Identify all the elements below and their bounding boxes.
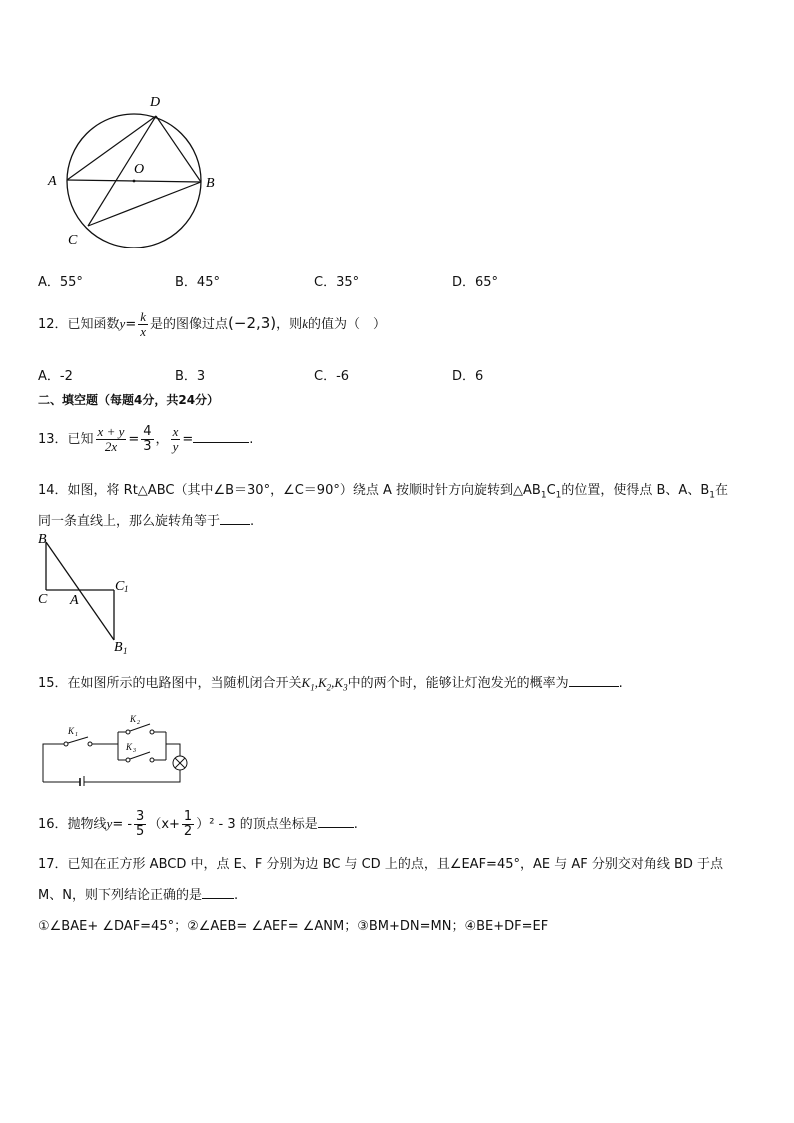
question-17-line-1: 17．已知在正方形 ABCD 中，点 E、F 分别为边 BC 与 CD 上的点，且∠EAF=45°，AE 与 AF 分别交对角线 BD 于点 [38, 857, 724, 872]
k3-label: K [126, 742, 133, 752]
q15-k3: K [334, 675, 344, 690]
q13-num3: x [172, 424, 179, 439]
q13-fraction-1 [96, 425, 127, 454]
k3-label-sub: 3 [133, 748, 136, 754]
q13-fraction-2 [141, 425, 153, 454]
question-16 [38, 806, 358, 843]
chord-dc [88, 116, 156, 226]
k1-label-sub: 1 [75, 732, 78, 738]
q16-den2: 2 [183, 824, 193, 839]
q16-prefix: 16．抛物线 [38, 817, 107, 832]
q15-answer-blank[interactable] [569, 674, 619, 687]
q14-line1d: 在 [714, 483, 728, 498]
q13-end: . [249, 432, 254, 447]
k3-terminal-right [150, 758, 154, 762]
k2-terminal-left [126, 730, 130, 734]
q15-k2-sub: 2 [326, 682, 332, 693]
wire-bottom-right [84, 770, 180, 782]
q14-line1a: 14．如图，将 Rt△ABC（其中∠B＝30°，∠C＝90°）绕点 A 按顺时针方向旋转到△AB [38, 483, 541, 498]
q16-mid: （x+ [148, 817, 180, 832]
q16-answer-blank[interactable] [318, 815, 354, 828]
q12-den: x [140, 324, 147, 339]
question-13 [38, 423, 253, 457]
q16-tail: ）² - 3 的顶点坐标是 [196, 817, 318, 832]
q12-option-a: A．-2 [38, 369, 73, 384]
wire-left [43, 744, 64, 782]
question-17-options: ①∠BAE+ ∠DAF=45°；②∠AEB= ∠AEF= ∠ANM；③BM+DN=MN；④BE+DF=EF [38, 919, 549, 934]
question-12 [38, 308, 386, 340]
chord-cb [88, 182, 201, 226]
tri-label-c: C [38, 592, 48, 607]
q12-option-b: B．3 [175, 369, 206, 384]
q14-sub2: 1 [555, 490, 562, 501]
k2-label-sub: 2 [137, 720, 140, 726]
k2-label: K [130, 714, 137, 724]
q16-num1: 3 [136, 809, 145, 824]
tri-label-b: B [38, 532, 47, 547]
q12-k: k [302, 316, 308, 331]
section-2-heading: 二、填空题（每题4分，共24分） [38, 393, 220, 407]
q15-k1: K [301, 675, 311, 690]
k1-label: K [68, 726, 75, 736]
q12-option-d: D．6 [452, 369, 484, 384]
q16-den1: 5 [136, 824, 145, 839]
q14-end: . [250, 514, 255, 529]
q14-line2: 同一条直线上，那么旋转角等于 [38, 514, 221, 529]
q15-prefix: 15．在如图所示的电路图中，当随机闭合开关 [38, 676, 302, 691]
q12-suffix2: 的值为（ ） [307, 317, 386, 332]
question-17-line-2 [38, 884, 238, 903]
k1-terminal-left [64, 742, 68, 746]
question-15: 15．在如图所示的电路图中，当随机闭合开关$K_1,K_2,K_3$中的两个时，能够让灯泡发光的概率为 . [38, 675, 623, 693]
q14-answer-blank[interactable] [220, 512, 250, 525]
q13-den3: y [172, 439, 179, 454]
q15-suffix: 中的两个时，能够让灯泡发光的概率为 [347, 676, 569, 691]
q14-sub3: 1 [709, 490, 715, 501]
q15-k2: K [317, 675, 327, 690]
q16-fraction-2 [182, 810, 194, 839]
k2-terminal-right [150, 730, 154, 734]
q16-y: y [106, 816, 113, 831]
tri-label-b1: B [114, 640, 123, 655]
tri-label-b1-sub: 1 [123, 646, 128, 656]
q12-y: y [119, 316, 126, 331]
q13-num1: x + y [97, 424, 125, 439]
label-a: A [48, 174, 57, 189]
k3-terminal-left [126, 758, 130, 762]
q16-end: . [353, 817, 358, 832]
q15-k1-sub: 1 [310, 682, 315, 693]
q14-line1b: C [546, 483, 556, 498]
q13-den2: 3 [143, 439, 152, 454]
center-dot [133, 180, 136, 183]
k1-terminal-right [88, 742, 92, 746]
q13-comma: ， [155, 432, 169, 447]
k2-blade [130, 724, 150, 731]
circle-figure [40, 88, 230, 248]
q11-option-c: C．35° [314, 275, 360, 290]
q13-num2: 4 [143, 424, 152, 439]
question-14-line-1 [38, 479, 728, 501]
k1-blade [68, 737, 88, 743]
q15-end: . [618, 676, 623, 691]
q17-answer-blank[interactable] [202, 886, 234, 899]
q12-mid: 是的图像过点 [150, 317, 229, 332]
label-b: B [206, 176, 215, 191]
q14-line1c: 的位置，使得点 B、A、B [561, 483, 710, 498]
q13-prefix: 13．已知 [38, 432, 94, 447]
q13-eq: = [128, 432, 140, 447]
q12-eq: = [125, 317, 137, 332]
label-o: O [134, 162, 145, 177]
q12-suffix1: ，则 [276, 317, 303, 332]
q13-den1: 2x [104, 439, 118, 454]
circuit-figure [40, 712, 200, 786]
tri-label-a: A [70, 593, 79, 608]
label-d: D [150, 95, 161, 110]
q17-end: . [233, 888, 239, 903]
q12-option-c: C．-6 [314, 369, 350, 384]
triangle-figure [34, 530, 144, 658]
q16-eq: = - [112, 817, 133, 832]
wire-right [166, 744, 180, 756]
q12-fraction [138, 310, 148, 339]
chord-db [156, 116, 201, 182]
q11-option-d: D．65° [452, 275, 499, 290]
label-c: C [68, 233, 78, 248]
q12-point: (−2,3) [228, 314, 277, 332]
q13-answer-blank[interactable] [193, 430, 249, 443]
q17-line2: M、N，则下列结论正确的是 [38, 888, 202, 903]
seg-bb1 [46, 542, 114, 640]
q12-prefix: 12．已知函数 [38, 317, 120, 332]
q13-fraction-3 [171, 425, 181, 454]
q15-k3-sub: 3 [343, 682, 348, 693]
tri-label-c1-sub: 1 [124, 584, 129, 594]
q12-num: k [140, 309, 147, 324]
q14-sub1: 1 [540, 490, 547, 501]
tri-label-c1: C [115, 579, 125, 594]
q11-option-b: B．45° [175, 275, 220, 290]
q13-eq2: = [182, 432, 194, 447]
question-14-line-2 [38, 510, 254, 529]
q16-fraction-1 [134, 810, 146, 839]
q16-num2: 1 [183, 809, 193, 824]
q11-option-a: A．55° [38, 275, 83, 290]
